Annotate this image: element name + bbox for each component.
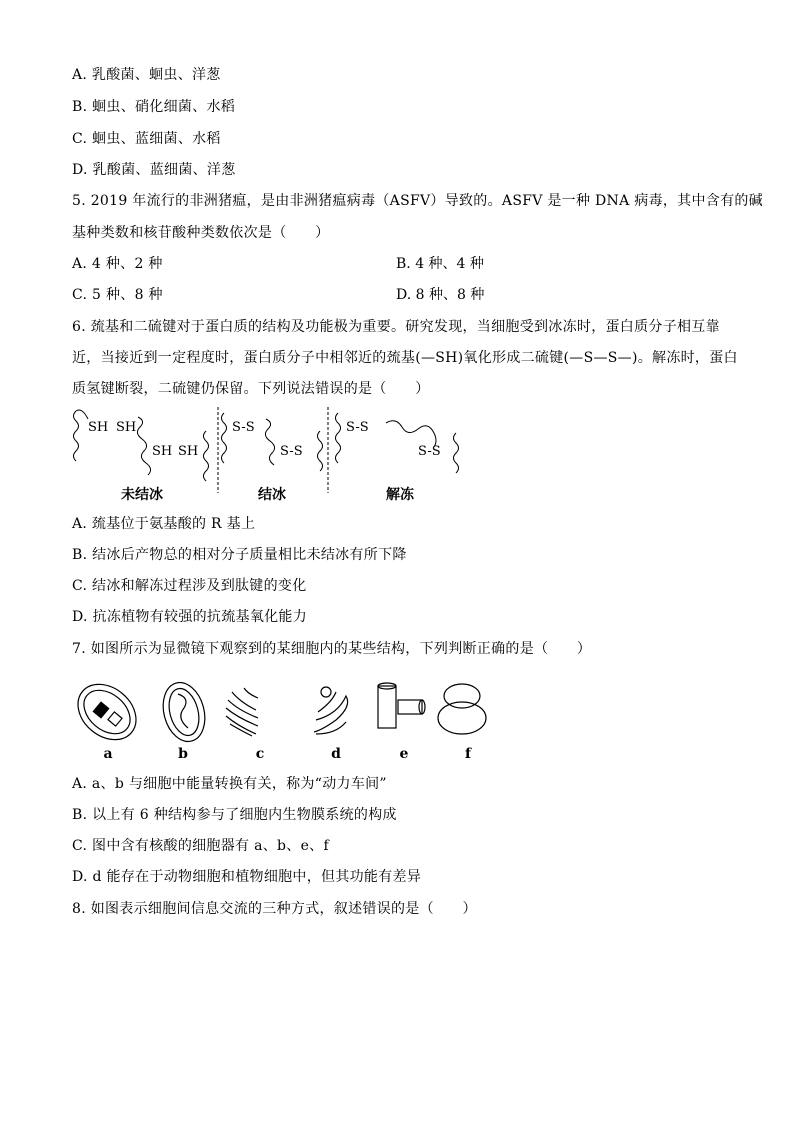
q6-option-b: B. 结冰后产物总的相对分子质量相比未结冰有所下降 <box>72 547 407 563</box>
q4-option-c: C. 蛔虫、蓝细菌、水稻 <box>72 131 221 147</box>
sh-label: SH <box>116 420 137 435</box>
q4-option-a: A. 乳酸菌、蛔虫、洋葱 <box>72 67 221 83</box>
q6-stem-line2: 近，当接近到一定程度时，蛋白质分子中相邻近的巯基(—SH)氧化形成二硫键(—S—S—)。解冻时，蛋白 <box>72 350 738 366</box>
q6-stem-line1: 6. 巯基和二硫键对于蛋白质的结构及功能极为重要。研究发现，当细胞受到冰冻时，蛋白质分子相互靠 <box>72 319 720 335</box>
protein-chain <box>336 413 341 463</box>
label-f: f <box>464 746 472 762</box>
q7-option-c: C. 图中含有核酸的细胞器有 a、b、e、f <box>72 838 329 854</box>
label-d: d <box>331 746 341 762</box>
organelle-a-chloroplast <box>70 676 147 751</box>
q5-option-b: B. 4 种、4 种 <box>396 256 484 272</box>
q6-option-a: A. 巯基位于氨基酸的 R 基上 <box>72 516 256 532</box>
organelle-e-centriole <box>378 683 425 728</box>
q7-option-b: B. 以上有 6 种结构参与了细胞内生物膜系统的构成 <box>72 807 397 823</box>
q7-option-a: A. a、b 与细胞中能量转换有关，称为“动力车间” <box>72 776 387 792</box>
caption-frozen: 结冰 <box>258 487 286 503</box>
ss-label: S-S <box>280 444 303 459</box>
protein-chain <box>222 413 227 463</box>
disulfide-bond-figure <box>66 405 486 505</box>
sh-label: SH <box>88 420 109 435</box>
label-b: b <box>178 746 188 762</box>
caption-thawed: 解冻 <box>386 487 414 503</box>
organelle-figure <box>70 676 500 766</box>
protein-chain <box>137 417 150 475</box>
protein-chain <box>204 431 209 481</box>
q6-stem-line3: 质氢键断裂，二硫键仍保留。下列说法错误的是（ ） <box>72 381 430 397</box>
sh-label: SH <box>178 444 199 459</box>
organelle-f-ribosome <box>438 684 486 734</box>
label-c: c <box>255 746 265 762</box>
protein-chain <box>318 431 323 471</box>
q6-option-c: C. 结冰和解冻过程涉及到肽键的变化 <box>72 578 307 594</box>
ss-label: S-S <box>346 420 369 435</box>
q4-option-d: D. 乳酸菌、蓝细菌、洋葱 <box>72 162 236 178</box>
q7-stem: 7. 如图所示为显微镜下观察到的某细胞内的某些结构，下列判断正确的是（ ） <box>72 641 592 657</box>
label-e: e <box>399 746 409 762</box>
q4-option-b: B. 蛔虫、硝化细菌、水稻 <box>72 99 236 115</box>
ss-label: S-S <box>418 444 441 459</box>
protein-chain <box>454 433 459 473</box>
protein-chain <box>74 411 79 461</box>
q5-option-a: A. 4 种、2 种 <box>72 256 163 272</box>
caption-unfrozen: 未结冰 <box>121 487 163 503</box>
organelle-b <box>157 678 211 746</box>
q5-option-d: D. 8 种、8 种 <box>396 287 485 303</box>
organelle-c-golgi <box>226 688 258 736</box>
q6-option-d: D. 抗冻植物有较强的抗巯基氧化能力 <box>72 609 308 625</box>
q8-stem: 8. 如图表示细胞间信息交流的三种方式，叙述错误的是（ ） <box>72 901 477 917</box>
sh-label: SH <box>152 444 173 459</box>
q7-option-d: D. d 能存在于动物细胞和植物细胞中，但其功能有差异 <box>72 869 422 885</box>
q5-stem-line1: 5. 2019 年流行的非洲猪瘟，是由非洲猪瘟病毒（ASFV）导致的。ASFV 是一种 DNA 病毒，其中含有的碱 <box>72 193 763 209</box>
ss-label: S-S <box>232 420 255 435</box>
organelle-d <box>314 687 348 734</box>
q5-stem-line2: 基种类数和核苷酸种类数依次是（ ） <box>72 225 330 241</box>
protein-chain <box>265 419 274 465</box>
q5-option-c: C. 5 种、8 种 <box>72 287 163 303</box>
label-a: a <box>103 746 113 762</box>
protein-chain <box>76 410 88 419</box>
